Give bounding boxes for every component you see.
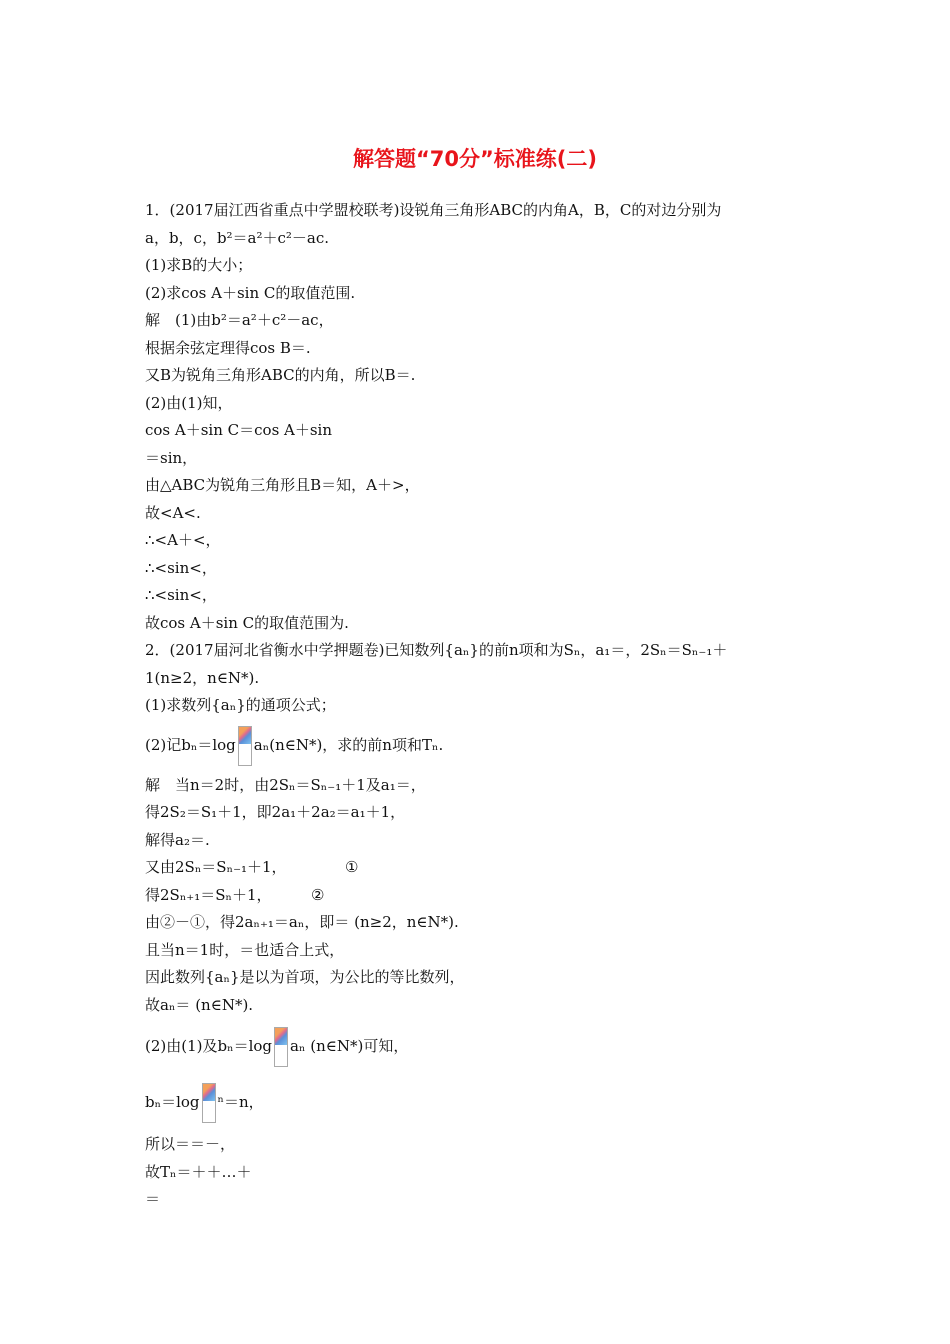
text-line: 所以＝＝－， xyxy=(145,1135,236,1153)
broken-image-icon xyxy=(238,726,252,766)
text-line: 得2S₂＝S₁＋1，即2a₁＋2a₂＝a₁＋1， xyxy=(145,803,406,821)
text-line: (1)求B的大小； xyxy=(145,256,253,274)
text-line: (1)求数列{aₙ}的通项公式； xyxy=(145,696,336,714)
broken-image-icon xyxy=(202,1083,216,1123)
text-line-with-image xyxy=(145,1075,815,1131)
text-line: ∴<A＋<， xyxy=(145,531,221,549)
text-line: a，b，c，b²＝a²＋c²－ac. xyxy=(145,228,330,247)
page-title: 解答题“70分”标准练(二) xyxy=(352,147,598,171)
text-line: 故cos A＋sin C的取值范围为. xyxy=(145,613,349,632)
solution-body xyxy=(145,197,815,1214)
broken-image-icon xyxy=(274,1027,288,1067)
equation-line-2 xyxy=(145,882,815,910)
text-segment: aₙ (n∈N*)可知， xyxy=(290,1037,409,1056)
text-line: (2)由(1)知， xyxy=(145,393,233,412)
text-line: 且当n＝1时，＝也适合上式， xyxy=(145,940,345,959)
text-segment: (2)由(1)及bₙ＝log xyxy=(145,1037,273,1056)
text-line: 故aₙ＝ (n∈N*). xyxy=(145,995,254,1014)
text-line: 根据余弦定理得cos B＝. xyxy=(145,338,311,357)
text-segment: 又由2Sₙ＝Sₙ₋₁＋1， xyxy=(145,858,287,876)
text-segment: aₙ(n∈N*)，求的前n项和Tₙ. xyxy=(253,735,444,754)
text-line: 解 (1)由b²＝a²＋c²－ac， xyxy=(145,311,334,329)
text-segment: (2)记bₙ＝log xyxy=(145,735,236,754)
text-line: ＝sin， xyxy=(145,448,198,467)
text-line: 1．(2017届江西省重点中学盟校联考)设锐角三角形ABC的内角A，B，C的对边分别为 xyxy=(145,201,722,219)
text-line: 又B为锐角三角形ABC的内角，所以B＝. xyxy=(145,366,416,384)
text-line: 1(n≥2，n∈N*). xyxy=(145,668,260,687)
text-line: 解 当n＝2时，由2Sₙ＝Sₙ₋₁＋1及a₁＝， xyxy=(145,775,426,794)
text-segment: ⁿ＝n， xyxy=(217,1093,264,1112)
text-line: 由△ABC为锐角三角形且B＝知，A＋>， xyxy=(145,476,420,494)
text-line: 解得a₂＝. xyxy=(145,830,210,849)
text-line: 由②－①，得2aₙ₊₁＝aₙ，即＝ (n≥2，n∈N*). xyxy=(145,913,459,931)
text-line: ∴<sin<， xyxy=(145,558,217,577)
text-line-with-image xyxy=(145,1019,815,1075)
text-line-with-image xyxy=(145,720,815,772)
text-line: 因此数列{aₙ}是以为首项，为公比的等比数列， xyxy=(145,968,465,986)
equation-line-1 xyxy=(145,854,815,882)
equation-marker: ① xyxy=(345,858,359,876)
text-line: (2)求cos A＋sin C的取值范围. xyxy=(145,283,356,302)
text-segment: 得2Sₙ₊₁＝Sₙ＋1， xyxy=(145,885,272,904)
text-line: ∴<sin<， xyxy=(145,586,217,604)
text-line: 故Tₙ＝＋＋…＋ xyxy=(145,1162,252,1181)
text-segment: bₙ＝log xyxy=(145,1093,200,1112)
text-line: ＝ xyxy=(145,1190,161,1208)
equation-marker: ② xyxy=(311,885,325,904)
text-line: 2．(2017届河北省衡水中学押题卷)已知数列{aₙ}的前n项和为Sₙ，a₁＝，2Sₙ＝Sₙ₋₁＋ xyxy=(145,641,728,659)
text-line: 故<A<. xyxy=(145,503,201,522)
text-line: cos A＋sin C＝cos A＋sin xyxy=(145,421,333,439)
